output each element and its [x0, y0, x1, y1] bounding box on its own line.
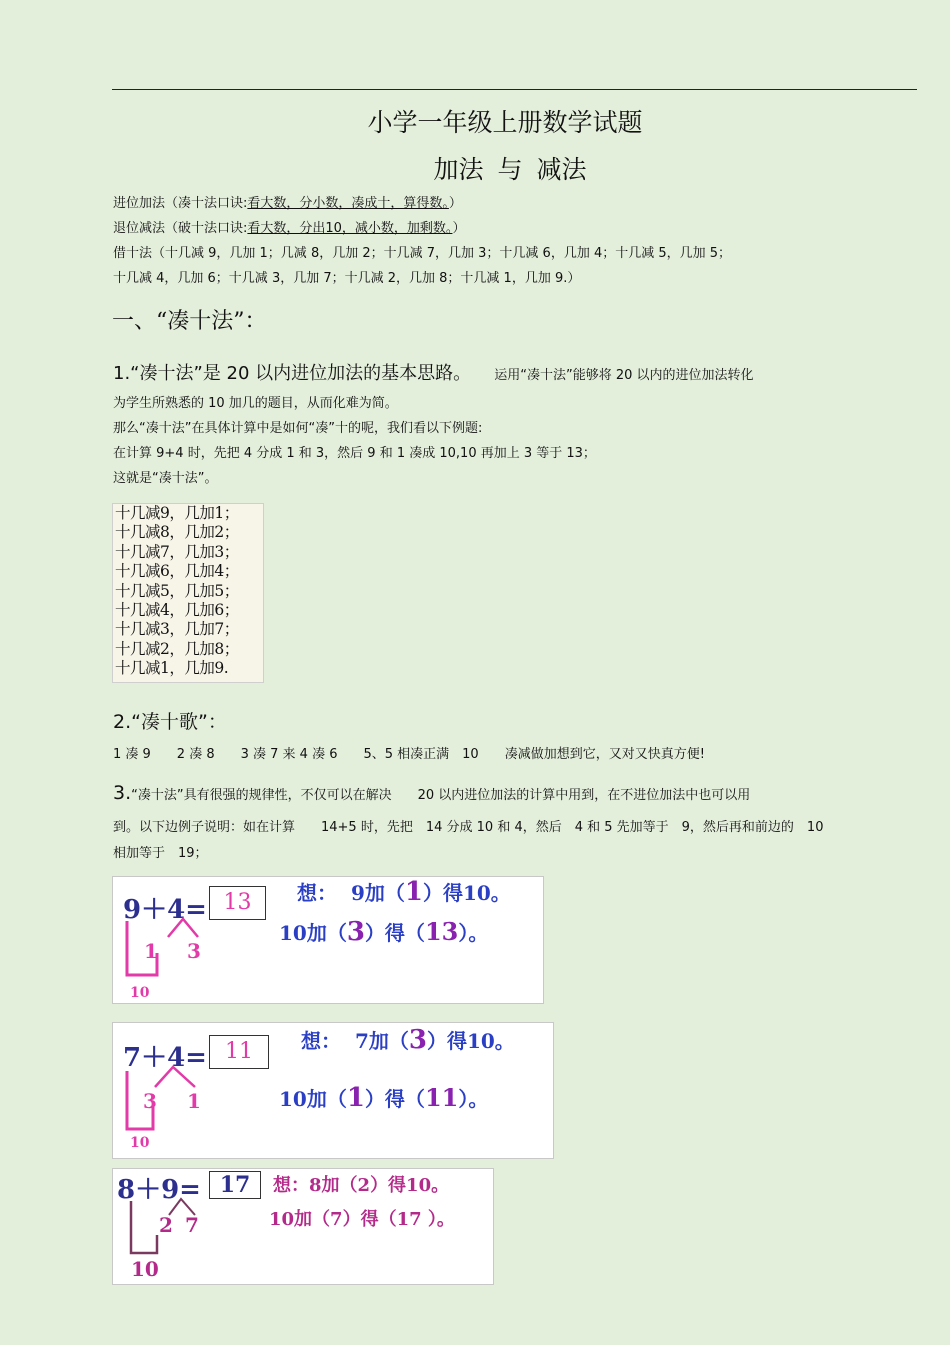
- section-2-heading: 2.“凑十歌”：: [113, 711, 227, 733]
- rule-line: 十几减3，几加7；: [115, 620, 239, 639]
- section-1-para-2: 为学生所熟悉的 10 加几的题目，从而化难为简。: [113, 396, 398, 411]
- intro-line-2-mnemonic: 看大数，分出10，减小数，加剩数。: [247, 221, 453, 236]
- example-answer-box: 13: [209, 886, 266, 920]
- result-blank: 1: [346, 1083, 365, 1113]
- page-title: 小学一年级上册数学试题: [367, 108, 643, 137]
- think-blank: 3: [408, 1025, 427, 1055]
- result-part: ）得（: [364, 921, 425, 945]
- section-1-lead: 1.“凑十法”是 20 以内进位加法的基本思路。: [113, 363, 472, 384]
- result-end: ）。: [458, 1087, 489, 1111]
- section-3-line-1-text: “凑十法”具有很强的规律性，不仅可以在解决 20 以内进位加法的计算中用到，在不进位加法中也可以用: [131, 788, 751, 803]
- intro-line-1: [113, 196, 462, 212]
- result-part: 10加（: [279, 921, 347, 945]
- top-rule: [112, 89, 917, 90]
- page-subtitle: 加法 与 减法: [433, 155, 587, 184]
- think-blank: 1: [404, 877, 423, 907]
- section-1-para-3: 那么“凑十法”在具体计算中是如何“凑”十的呢，我们看以下例题:: [113, 421, 483, 436]
- example-answer-box: 11: [209, 1035, 269, 1069]
- intro-line-2: [113, 221, 465, 237]
- think-part: 想：8加（: [273, 1175, 358, 1196]
- section-1-para-5: 这就是“凑十法”。: [113, 471, 218, 486]
- split-left-number: 2: [159, 1213, 173, 1237]
- section-1-lead-cont: 运用“凑十法”能够将 20 以内的进位加法转化: [494, 368, 754, 383]
- example-equation: 9＋4=: [123, 895, 207, 925]
- ten-label: 10: [131, 1257, 159, 1281]
- think-line: [297, 877, 511, 907]
- split-right-number: 1: [187, 1089, 201, 1113]
- example-answer-box: 17: [209, 1171, 261, 1199]
- example-1-image: [112, 876, 544, 1004]
- section-3-line-1: [113, 782, 751, 804]
- intro-line-2-lead: 退位减法（破十法口诀:: [113, 221, 248, 236]
- ten-label: 10: [130, 985, 150, 1001]
- split-left-number: 1: [144, 939, 158, 963]
- intro-line-2-close: ）: [452, 221, 466, 236]
- result-blank: 3: [346, 917, 365, 947]
- split-right-number: 3: [187, 939, 201, 963]
- section-3-line-3: 相加等于 19；: [113, 846, 208, 861]
- example-2-image: [112, 1022, 554, 1159]
- result-part: ）得（: [364, 1087, 425, 1111]
- ten-label: 10: [130, 1135, 150, 1151]
- rule-line: 十几减7，几加3；: [115, 542, 239, 561]
- result-line: [279, 1083, 488, 1113]
- rule-line: 十几减9，几加1；: [115, 504, 239, 522]
- rule-line: 十几减4，几加6；: [115, 601, 239, 620]
- section-1-heading: 一、“凑十法”：: [112, 309, 267, 334]
- think-end: ）得10。: [426, 1029, 515, 1053]
- borrow-ten-rules-image: [112, 503, 264, 683]
- example-equation: 7＋4=: [123, 1043, 207, 1073]
- make-ten-song: 1 凑 9 2 凑 8 3 凑 7 来 4 凑 6 5、5 相凑正满 10 凑减做加想到它，又对又快真方便!: [113, 747, 705, 762]
- example-3-image: [112, 1168, 494, 1285]
- split-left-number: 3: [143, 1089, 157, 1113]
- rule-line: 十几减6，几加4；: [115, 562, 239, 581]
- rule-line: 十几减1，几加9.: [115, 659, 229, 678]
- example-equation: 8＋9=: [117, 1175, 201, 1205]
- intro-line-1-lead: 进位加法（凑十法口诀:: [113, 196, 248, 211]
- think-end: ）得10。: [370, 1175, 450, 1196]
- section-1-para-1: [113, 359, 754, 385]
- rule-line: 十几减8，几加2；: [115, 523, 239, 542]
- think-part: 9加（: [350, 881, 405, 905]
- split-right-number: 7: [185, 1213, 199, 1237]
- rule-line: 十几减5，几加5；: [115, 581, 239, 600]
- result-answer: 11: [424, 1083, 459, 1112]
- result-answer: 13: [424, 917, 459, 946]
- result-line: [279, 917, 488, 947]
- think-blank: 2: [357, 1175, 371, 1196]
- think-end: ）得10。: [422, 881, 511, 905]
- intro-line-1-close: ）: [448, 196, 462, 211]
- intro-line-3: 借十法（十几减 9，几加 1；几减 8，几加 2；十几减 7，几加 3；十几减 6，几加 4；十几减 5，几加 5；: [113, 246, 732, 261]
- think-prefix: 想：: [301, 1029, 341, 1053]
- intro-line-1-mnemonic: 看大数，分小数，凑成十，算得数。: [247, 196, 449, 211]
- section-1-para-4: 在计算 9+4 时，先把 4 分成 1 和 3，然后 9 和 1 凑成 10,10 再加上 3 等于 13；: [113, 446, 596, 461]
- result-part: 10加（: [279, 1087, 347, 1111]
- think-line: [273, 1171, 449, 1197]
- rule-line: 十几减2，几加8；: [115, 639, 239, 658]
- think-part: 7加（: [354, 1029, 409, 1053]
- section-3-number: 3.: [113, 782, 132, 804]
- think-prefix: 想：: [297, 881, 337, 905]
- intro-line-4: 十几减 4，几加 6；十几减 3，几加 7；十几减 2，几加 8；十几减 1，几加 9.）: [113, 271, 581, 286]
- section-3-line-2: 到。以下边例子说明：如在计算 14+5 时，先把 14 分成 10 和 4，然后 4 和 5 先加等于 9，然后再和前边的 10: [113, 820, 824, 835]
- think-line: [301, 1025, 515, 1055]
- result-line: 10加（7）得（17 ）。: [269, 1209, 455, 1230]
- result-end: ）。: [458, 921, 489, 945]
